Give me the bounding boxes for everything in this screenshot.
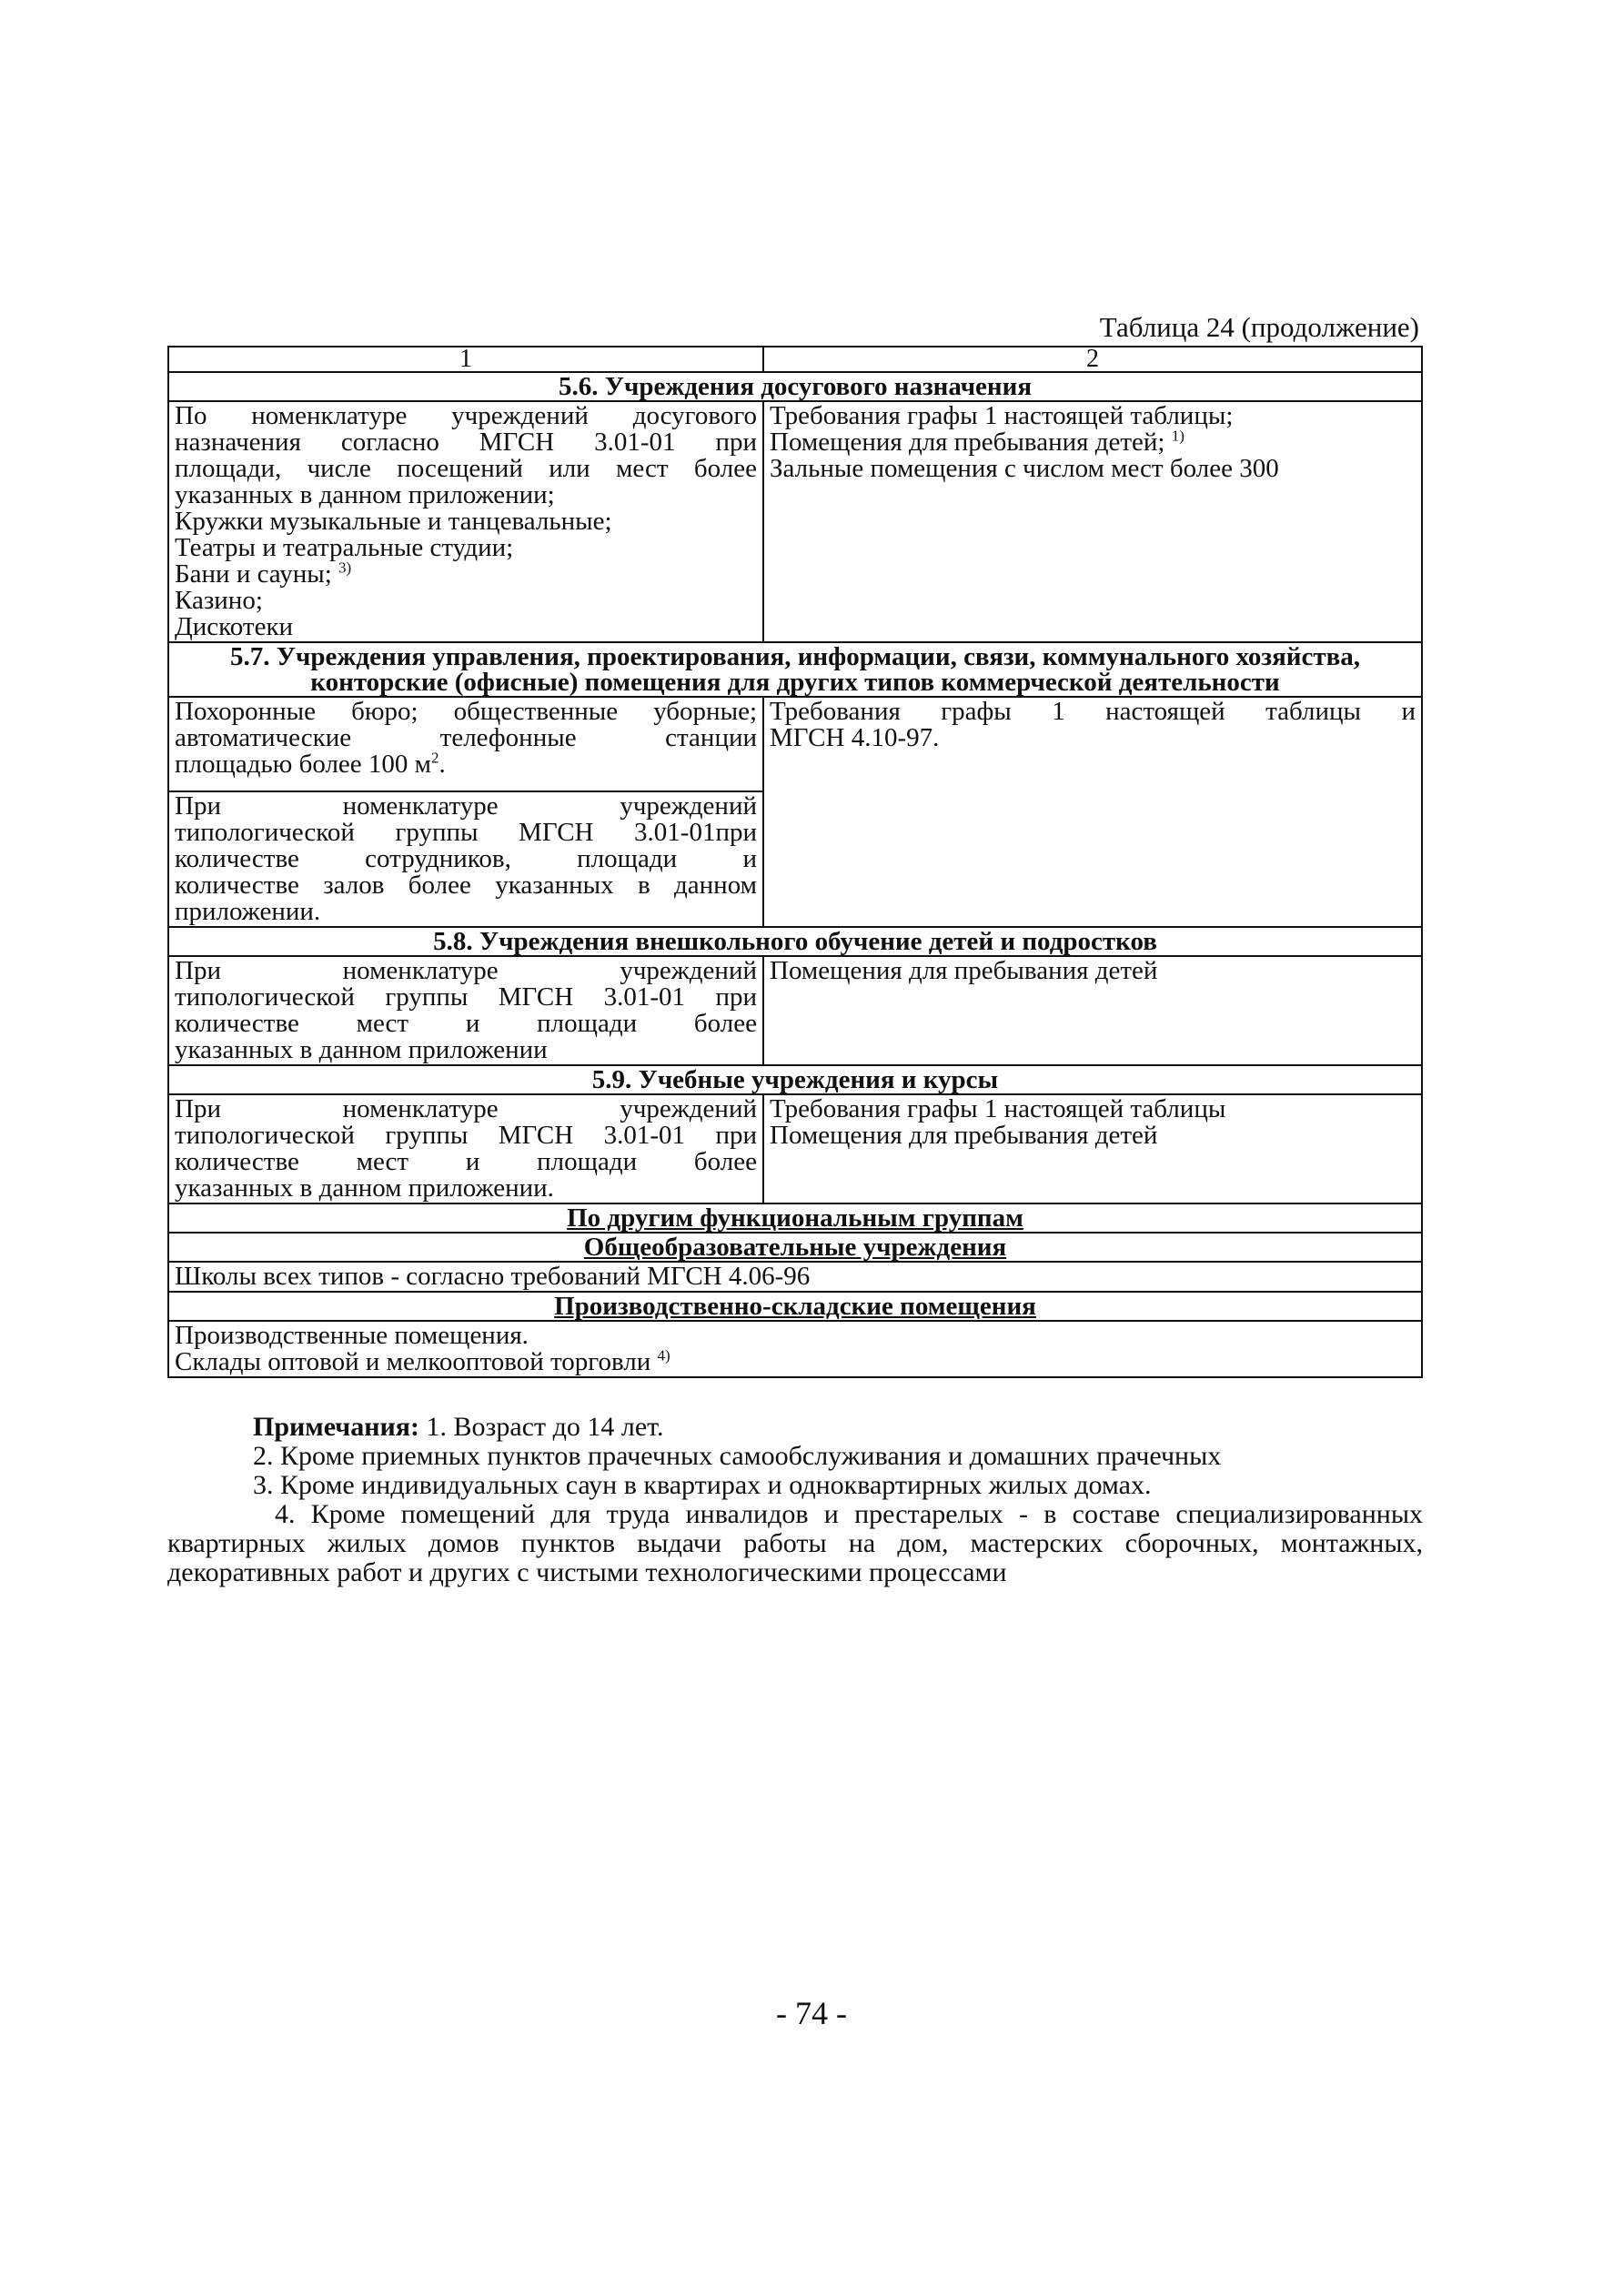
note-3: 3. Кроме индивидуальных саун в квартирах и одноквартирных жилых домах.: [253, 1470, 1152, 1500]
cell-5-7-right: [763, 697, 1422, 927]
text-line: типологической группы МГСН 3.01-01при: [175, 818, 757, 847]
cell-5-7-left-a: [168, 697, 763, 791]
section-title-text: Производственно-складские помещения: [554, 1292, 1036, 1321]
text-line: типологической группы МГСН 3.01-01 при: [175, 1121, 757, 1150]
text-line: Школы всех типов - согласно требований МГСН 4.06-96: [175, 1262, 811, 1291]
text-line: МГСН 4.10-97.: [770, 723, 940, 752]
text-line: Похоронные бюро; общественные уборные;: [175, 697, 757, 726]
text-line: Производственные помещения.: [175, 1321, 529, 1350]
superscript: 2: [431, 749, 439, 767]
text-line: [770, 429, 1416, 456]
cell-5-6-left: [168, 401, 763, 642]
header-row: [168, 347, 1422, 372]
text-line: При номенклатуре учреждений: [175, 1094, 757, 1123]
table-row: [168, 1262, 1422, 1292]
text-line: указанных в данном приложении.: [175, 1173, 554, 1203]
cell-5-7-left-b: [168, 791, 763, 927]
section-title-text: Общеобразовательные учреждения: [583, 1233, 1007, 1262]
table-row: [168, 956, 1422, 1065]
section-row-5-6: [168, 372, 1422, 401]
table-row: [168, 1321, 1422, 1377]
table-row: [168, 1094, 1422, 1203]
text-line: типологической группы МГСН 3.01-01 при: [175, 982, 757, 1012]
notes-label: Примечания:: [253, 1412, 420, 1442]
section-row-production: [168, 1292, 1422, 1321]
section-title-5-8: 5.8. Учреждения внешкольного обучение детей и подростков: [168, 927, 1422, 956]
text-line: площади, числе посещений или мест более: [175, 454, 757, 483]
text-line: количестве залов более указанных в данном: [175, 871, 757, 900]
text-line: Казино;: [175, 586, 263, 615]
text-line: количестве мест и площади более: [175, 1009, 757, 1038]
note-text: 1. Возраст до 14 лет.: [426, 1412, 664, 1442]
page-number: - 74 -: [776, 1995, 847, 2031]
text-line: Театры и театральные студии;: [175, 533, 514, 562]
cell-5-8-left: [168, 956, 763, 1065]
section-title-5-9: 5.9. Учебные учреждения и курсы: [168, 1065, 1422, 1094]
section-row-5-9: [168, 1065, 1422, 1094]
text-line: При номенклатуре учреждений: [175, 791, 757, 821]
section-title-5-7: 5.7. Учреждения управления, проектирования, информации, связи, коммунального хозяйства, конторские (офисные) помещения для других типов коммерческой деятельности: [168, 642, 1422, 697]
cell-production: [168, 1321, 1422, 1377]
cell-5-8-right: [763, 956, 1422, 1065]
section-row-other: [168, 1203, 1422, 1233]
main-table: [167, 346, 1423, 1378]
text-line: указанных в данном приложении: [175, 1035, 548, 1064]
text-line: количестве сотрудников, площади и: [175, 844, 757, 873]
note-1: [167, 1413, 1423, 1442]
text-fragment: Бани и сауны;: [175, 559, 332, 589]
table-caption: Таблица 24 (продолжение): [1099, 311, 1419, 343]
section-row-5-7: [168, 642, 1422, 697]
text-line: Требования графы 1 настоящей таблицы;: [770, 401, 1234, 430]
table-row: [168, 401, 1422, 642]
section-title-5-6: 5.6. Учреждения досугового назначения: [168, 372, 1422, 401]
text-fragment: Склады оптовой и мелкооптовой торговли: [175, 1347, 651, 1376]
text-line: площадью более 100 $м^2$.: [175, 749, 446, 779]
text-line: Кружки музыкальные и танцевальные;: [175, 507, 612, 536]
footnote-marker: 3): [338, 559, 352, 577]
cell-5-6-right: [763, 401, 1422, 642]
text-line: Помещения для пребывания детей: [770, 956, 1158, 985]
text-line: назначения согласно МГСН 3.01-01 при: [175, 428, 757, 457]
text-line: указанных в данном приложении;: [175, 480, 555, 509]
note-4: 4. Кроме помещений для труда инвалидов и престарелых - в составе специализированных квартирных жилых домов пунктов выдачи работы на дом, мастерских сборочных, монтажных, декоративных работ и других с чистыми технологическими процессами: [167, 1499, 1423, 1587]
text-fragment: Помещения для пребывания детей;: [770, 428, 1165, 457]
text-line: Требования графы 1 настоящей таблицы: [770, 1094, 1226, 1123]
cell-general-edu: [168, 1262, 1422, 1292]
section-title-other: [168, 1203, 1422, 1233]
column-number-1: 1: [168, 347, 763, 372]
text-line: Требования графы 1 настоящей таблицы и: [770, 697, 1416, 726]
text-line: При номенклатуре учреждений: [175, 956, 757, 985]
text-line: Зальные помещения с числом мест более 300: [770, 454, 1279, 483]
section-row-general-edu: [168, 1233, 1422, 1262]
text-line: количестве мест и площади более: [175, 1147, 757, 1176]
column-number-2: 2: [763, 347, 1422, 372]
section-title-general-edu: [168, 1233, 1422, 1262]
section-title-text: По другим функциональным группам: [567, 1203, 1023, 1233]
cell-5-9-right: [763, 1094, 1422, 1203]
text-line: По номенклатуре учреждений досугового: [175, 401, 757, 430]
note-2: 2. Кроме приемных пунктов прачечных самообслуживания и домашних прачечных: [253, 1441, 1222, 1471]
section-title-production: [168, 1292, 1422, 1321]
text-fragment: площадью более 100 м: [175, 750, 432, 779]
text-line: Дискотеки: [175, 612, 294, 641]
text-line: автоматические телефонные станции: [175, 723, 757, 752]
footnote-marker: 4): [657, 1346, 670, 1365]
notes-block: [167, 1413, 1423, 1587]
footnote-marker: 1): [1171, 427, 1184, 445]
text-line: [175, 561, 757, 588]
table-row: [168, 697, 1422, 791]
section-row-5-8: [168, 927, 1422, 956]
text-line: приложении.: [175, 897, 321, 926]
text-line: Помещения для пребывания детей: [770, 1121, 1158, 1150]
cell-5-9-left: [168, 1094, 763, 1203]
text-line: [175, 1346, 1416, 1376]
